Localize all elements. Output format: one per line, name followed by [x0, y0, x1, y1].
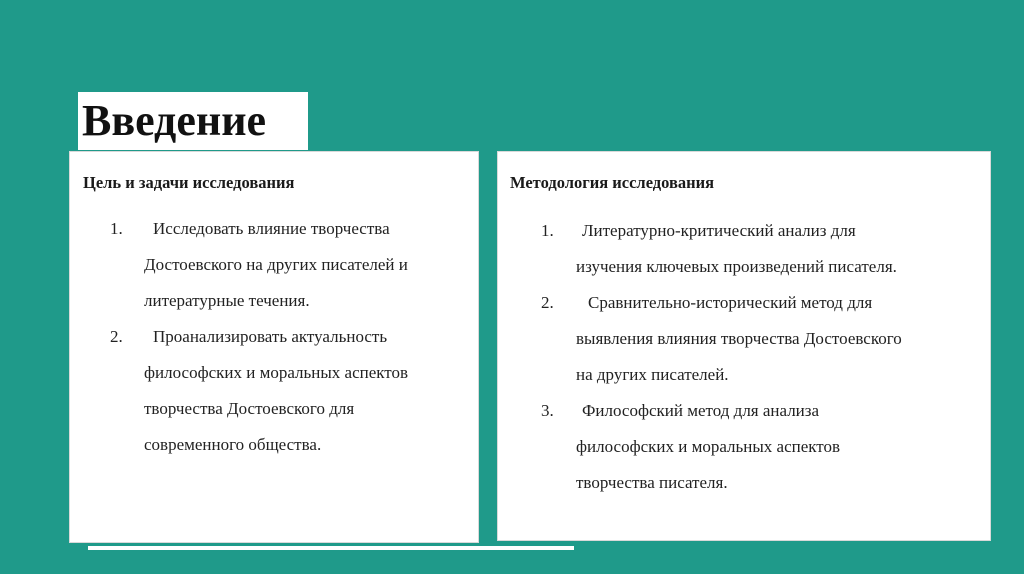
bottom-divider	[88, 546, 574, 550]
goals-item-1-line-2: Достоевского на других писателей и	[144, 255, 408, 274]
method-item-3-number: 3.	[541, 401, 554, 420]
method-item-1-number: 1.	[541, 221, 554, 240]
goals-item-2-number: 2.	[110, 327, 123, 346]
slide-title: Введение	[82, 96, 267, 145]
method-item-1-line-1: Литературно-критический анализ для	[582, 221, 856, 240]
goals-item-2-line-4: современного общества.	[144, 435, 322, 454]
goals-item-1-number: 1.	[110, 219, 123, 238]
method-item-3-line-3: творчества писателя.	[576, 473, 728, 492]
goals-card	[69, 151, 479, 543]
method-item-1-line-2: изучения ключевых произведений писателя.	[576, 257, 897, 276]
goals-item-2-line-2: философских и моральных аспектов	[144, 363, 409, 382]
method-item-3-line-1: Философский метод для анализа	[582, 401, 820, 420]
goals-item-2-line-3: творчества Достоевского для	[144, 399, 355, 418]
method-item-2-line-3: на других писателей.	[576, 365, 729, 384]
goals-item-1-line-1: Исследовать влияние творчества	[153, 219, 390, 238]
method-item-2-line-1: Сравнительно-исторический метод для	[588, 293, 873, 312]
methodology-heading: Методология исследования	[510, 173, 715, 192]
method-item-2-number: 2.	[541, 293, 554, 312]
goals-item-2-line-1: Проанализировать актуальность	[153, 327, 388, 346]
goals-heading: Цель и задачи исследования	[83, 173, 295, 192]
methodology-card	[497, 151, 991, 541]
method-item-3-line-2: философских и моральных аспектов	[576, 437, 841, 456]
goals-item-1-line-3: литературные течения.	[144, 291, 310, 310]
slide-title-box	[78, 92, 308, 150]
method-item-2-line-2: выявления влияния творчества Достоевского	[576, 329, 902, 348]
